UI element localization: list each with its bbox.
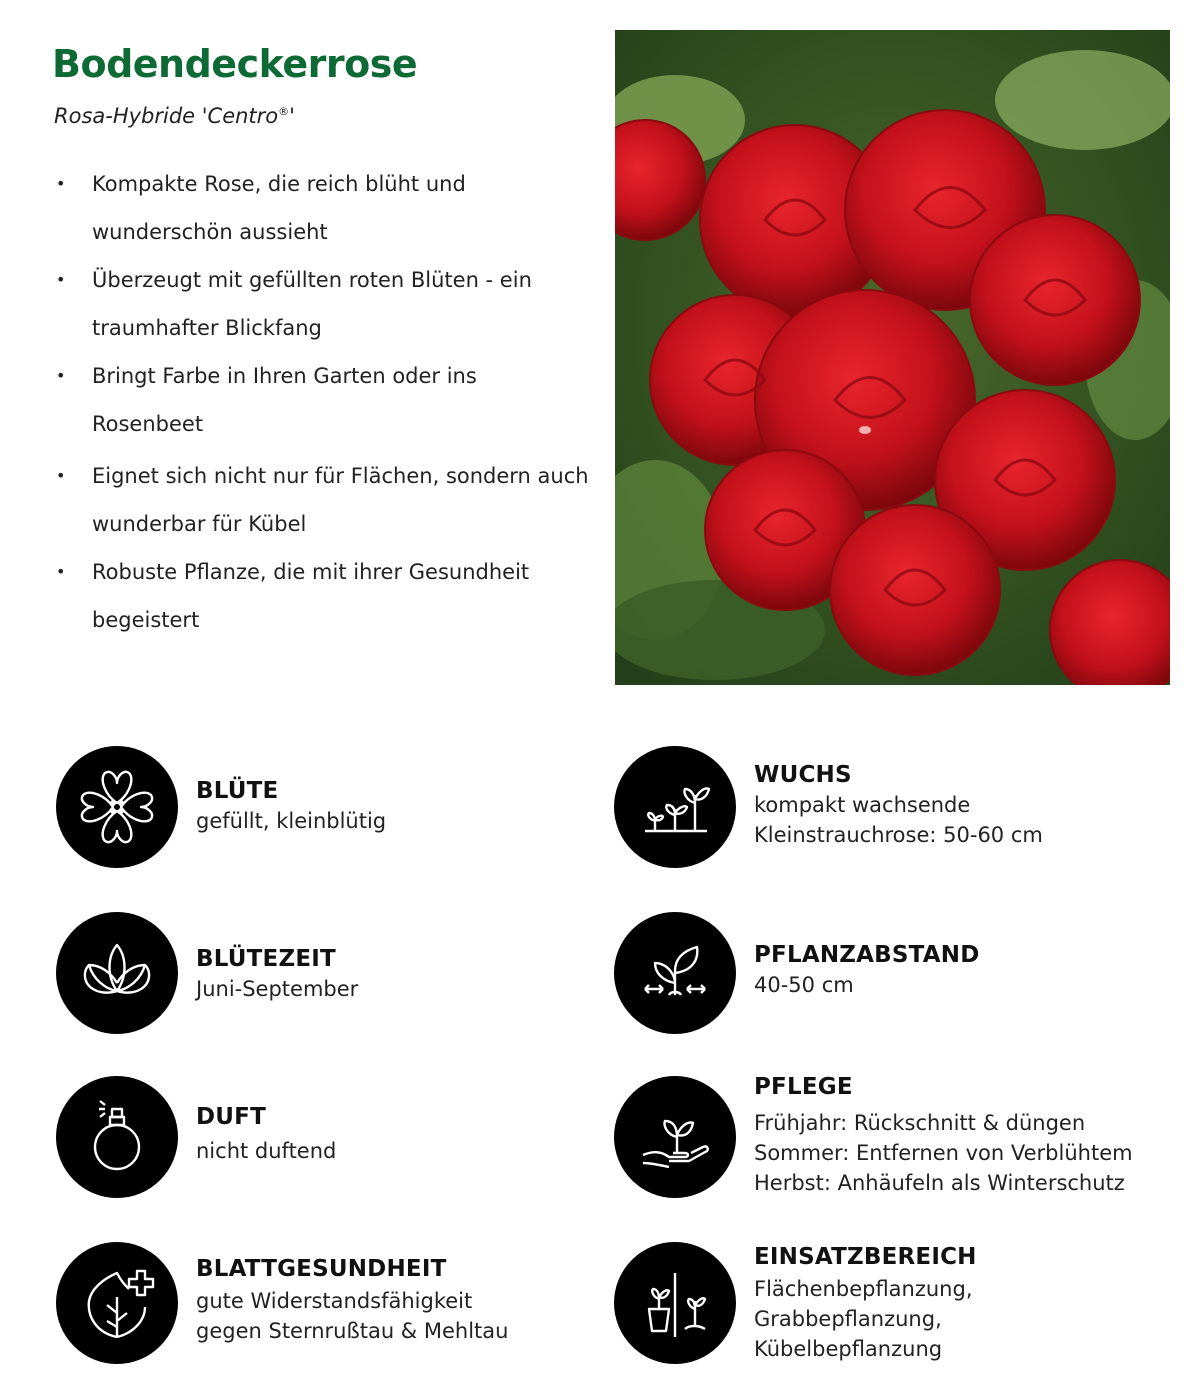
perfume-bottle-icon	[56, 1076, 178, 1198]
bullet-dot: •	[56, 270, 66, 289]
product-title: Bodendeckerrose	[52, 42, 418, 86]
bullet-text: Überzeugt mit gefüllten roten Blüten - ein traumhafter Blickfang	[92, 268, 532, 340]
bullet-dot: •	[56, 466, 66, 485]
bullet-item	[52, 352, 592, 448]
bullet-text: Robuste Pflanze, die mit ihrer Gesundheit begeistert	[92, 560, 530, 632]
bullet-dot: •	[56, 366, 66, 385]
feature-value: Juni-September	[196, 977, 359, 1001]
feature-value: Frühjahr: Rückschnitt & düngen Sommer: Entfernen von Verblühtem Herbst: Anhäufeln als Winterschutz	[754, 1111, 1133, 1195]
feature-wuchs	[614, 746, 1174, 876]
bullet-text: Eignet sich nicht nur für Flächen, sondern auch wunderbar für Kübel	[92, 464, 589, 536]
bullet-dot: •	[56, 562, 66, 581]
feature-heading: BLATTGESUNDHEIT	[196, 1256, 447, 1282]
feature-value: kompakt wachsende Kleinstrauchrose: 50-60 cm	[754, 793, 1043, 847]
bullet-text: Kompakte Rose, die reich blüht und wunderschön aussieht	[92, 172, 466, 244]
growth-icon	[614, 746, 736, 868]
botanical-name	[54, 104, 295, 128]
bullet-item	[52, 256, 592, 352]
feature-bluete	[56, 746, 616, 876]
feature-bullet-list	[52, 160, 592, 644]
feature-value: gefüllt, kleinblütig	[196, 809, 387, 833]
feature-heading: BLÜTEZEIT	[196, 946, 336, 972]
feature-pflanzabstand	[614, 912, 1174, 1042]
feature-bluetezeit	[56, 912, 616, 1042]
feature-heading: PFLANZABSTAND	[754, 942, 980, 968]
botanical-name-quote: '	[289, 104, 295, 128]
feature-heading: PFLEGE	[754, 1074, 853, 1100]
flower-icon	[56, 746, 178, 868]
rose-photo	[615, 30, 1170, 685]
feature-heading: DUFT	[196, 1104, 266, 1130]
bullet-text: Bringt Farbe in Ihren Garten oder ins Rosenbeet	[92, 364, 477, 436]
lotus-icon	[56, 912, 178, 1034]
feature-heading: WUCHS	[754, 762, 852, 788]
registered-mark: ®	[278, 105, 290, 118]
bullet-dot: •	[56, 174, 66, 193]
feature-value: nicht duftend	[196, 1139, 337, 1163]
plant-spacing-icon	[614, 912, 736, 1034]
pot-ground-icon	[614, 1242, 736, 1364]
feature-value: gute Widerstandsfähigkeit gegen Sternrußtau & Mehltau	[196, 1289, 509, 1343]
bullet-item	[52, 452, 592, 548]
hand-seedling-icon	[614, 1076, 736, 1198]
feature-einsatzbereich	[614, 1242, 1174, 1372]
bullet-item	[52, 548, 592, 644]
leaf-health-icon	[56, 1242, 178, 1364]
botanical-name-text: Rosa-Hybride 'Centro	[54, 104, 279, 128]
feature-heading: BLÜTE	[196, 778, 279, 804]
feature-heading: EINSATZBEREICH	[754, 1244, 977, 1270]
feature-pflege	[614, 1076, 1174, 1206]
feature-value: Flächenbepflanzung, Grabbepflanzung, Kübelbepflanzung	[754, 1277, 973, 1361]
feature-blattgesundheit	[56, 1242, 616, 1372]
feature-value: 40-50 cm	[754, 973, 854, 997]
feature-duft	[56, 1076, 616, 1206]
bullet-item	[52, 160, 592, 256]
